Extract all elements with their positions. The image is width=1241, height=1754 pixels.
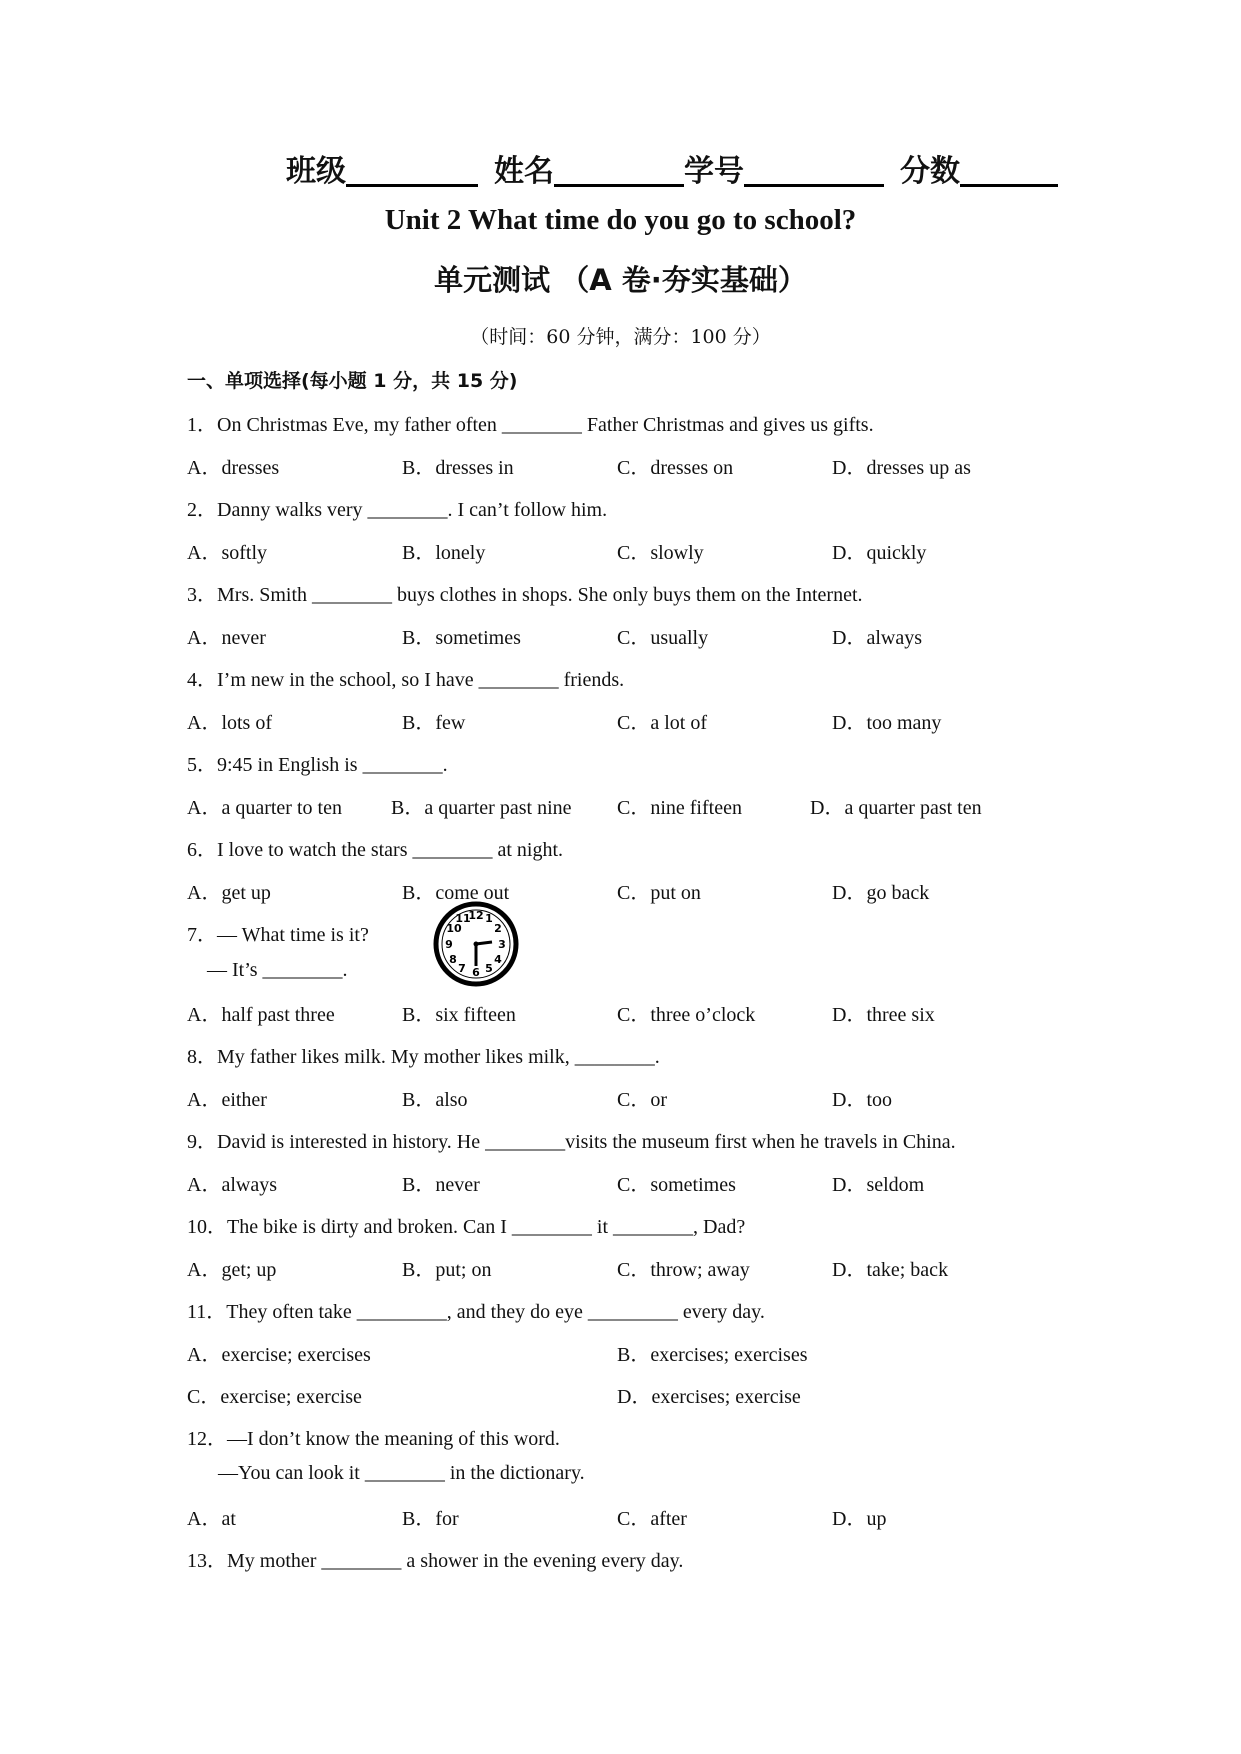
- clock-icon: [432, 900, 520, 988]
- option-a[interactable]: A．get up: [187, 882, 271, 904]
- option-b[interactable]: B．exercises; exercises: [617, 1344, 808, 1366]
- option-d[interactable]: D．dresses up as: [832, 457, 971, 479]
- question-text: Danny walks very ________. I can’t follow him.: [217, 499, 608, 521]
- unit-title: Unit 2 What time do you go to school?: [384, 204, 857, 236]
- option-b[interactable]: B．put; on: [402, 1259, 492, 1281]
- clock-numeral-4: 4: [494, 953, 502, 966]
- option-a[interactable]: A．half past three: [187, 1004, 335, 1026]
- option-d[interactable]: D．exercises; exercise: [617, 1386, 801, 1408]
- clock-numeral-8: 8: [449, 953, 457, 966]
- option-b[interactable]: B．for: [402, 1508, 459, 1530]
- question-text: — What time is it?: [217, 924, 369, 946]
- question-number: 7．: [187, 924, 217, 946]
- question-11: [187, 1295, 765, 1324]
- question-2: [187, 493, 607, 522]
- id-label: 学号: [684, 154, 744, 189]
- clock-numeral-1: 1: [485, 912, 493, 925]
- name-blank[interactable]: [554, 154, 684, 187]
- time-score-info: （时间：60 分钟，满分：100 分）: [470, 326, 771, 348]
- option-d[interactable]: D．always: [832, 627, 922, 649]
- section-heading: 一、单项选择(每小题 1 分，共 15 分): [187, 370, 518, 392]
- clock-numeral-10: 10: [446, 922, 462, 935]
- student-info-line: [286, 146, 1058, 190]
- option-b[interactable]: B．come out: [402, 882, 510, 904]
- option-a[interactable]: A．exercise; exercises: [187, 1344, 371, 1366]
- option-b[interactable]: B．dresses in: [402, 457, 514, 479]
- name-label: 姓名: [494, 154, 554, 189]
- option-b[interactable]: B．six fifteen: [402, 1004, 516, 1026]
- question-9: [187, 1125, 956, 1154]
- clock-numeral-2: 2: [494, 922, 502, 935]
- option-a[interactable]: A．never: [187, 627, 266, 649]
- question-number: 4．: [187, 669, 217, 691]
- question-text: The bike is dirty and broken. Can I ________ it ________, Dad?: [227, 1216, 746, 1238]
- option-c[interactable]: C．slowly: [617, 542, 704, 564]
- score-label: 分数: [900, 154, 960, 189]
- option-c[interactable]: C．usually: [617, 627, 709, 649]
- question-number: 1．: [187, 414, 217, 436]
- clock-numeral-7: 7: [458, 962, 466, 975]
- option-b[interactable]: B．also: [402, 1089, 468, 1111]
- option-a[interactable]: A．at: [187, 1508, 236, 1530]
- option-a[interactable]: A．dresses: [187, 457, 280, 479]
- question-text: My mother ________ a shower in the evening every day.: [227, 1550, 684, 1572]
- question-3: [187, 578, 863, 607]
- option-d[interactable]: D．take; back: [832, 1259, 949, 1281]
- option-c[interactable]: C．dresses on: [617, 457, 734, 479]
- class-blank[interactable]: [346, 154, 478, 187]
- option-a[interactable]: A．a quarter to ten: [187, 797, 342, 819]
- question-12: [187, 1422, 560, 1451]
- option-a[interactable]: A．either: [187, 1089, 267, 1111]
- question-text: —I don’t know the meaning of this word.: [227, 1428, 560, 1450]
- option-b[interactable]: B．sometimes: [402, 627, 521, 649]
- question-12-line2: —You can look it ________ in the dictionary.: [218, 1462, 585, 1484]
- option-c[interactable]: C．put on: [617, 882, 701, 904]
- question-text: David is interested in history. He ________visits the museum first when he travels in China.: [217, 1131, 956, 1153]
- question-5: [187, 748, 448, 777]
- question-number: 11．: [187, 1301, 227, 1323]
- question-6: [187, 833, 563, 862]
- clock-numeral-12: 12: [468, 909, 484, 922]
- option-c[interactable]: C．throw; away: [617, 1259, 750, 1281]
- option-c[interactable]: C．exercise; exercise: [187, 1386, 362, 1408]
- question-1: [187, 408, 874, 437]
- option-b[interactable]: B．never: [402, 1174, 480, 1196]
- clock-numeral-6: 6: [472, 966, 480, 979]
- question-number: 13．: [187, 1550, 227, 1572]
- option-d[interactable]: D．seldom: [832, 1174, 925, 1196]
- question-number: 6．: [187, 839, 217, 861]
- question-text: My father likes milk. My mother likes milk, ________.: [217, 1046, 660, 1068]
- question-text: On Christmas Eve, my father often ________ Father Christmas and gives us gifts.: [217, 414, 874, 436]
- option-c[interactable]: C．three o’clock: [617, 1004, 756, 1026]
- option-d[interactable]: D．up: [832, 1508, 887, 1530]
- option-d[interactable]: D．three six: [832, 1004, 935, 1026]
- option-d[interactable]: D．a quarter past ten: [810, 797, 982, 819]
- option-c[interactable]: C．sometimes: [617, 1174, 736, 1196]
- option-b[interactable]: B．a quarter past nine: [391, 797, 572, 819]
- question-number: 10．: [187, 1216, 227, 1238]
- option-d[interactable]: D．go back: [832, 882, 930, 904]
- question-7-line2: — It’s ________.: [207, 959, 348, 981]
- clock-numeral-5: 5: [485, 962, 493, 975]
- question-7: [187, 918, 369, 947]
- option-a[interactable]: A．softly: [187, 542, 267, 564]
- clock-numeral-9: 9: [445, 938, 453, 951]
- question-13: [187, 1544, 683, 1573]
- id-blank[interactable]: [744, 154, 884, 187]
- option-d[interactable]: D．too: [832, 1089, 892, 1111]
- option-a[interactable]: A．lots of: [187, 712, 272, 734]
- option-b[interactable]: B．few: [402, 712, 466, 734]
- score-blank[interactable]: [960, 154, 1058, 187]
- question-10: [187, 1210, 745, 1239]
- question-number: 5．: [187, 754, 217, 776]
- question-text: They often take _________, and they do eye _________ every day.: [226, 1301, 765, 1323]
- question-4: [187, 663, 624, 692]
- option-a[interactable]: A．always: [187, 1174, 277, 1196]
- test-title: 单元测试 （A 卷·夯实基础）: [434, 263, 807, 297]
- option-c[interactable]: C．or: [617, 1089, 667, 1111]
- option-d[interactable]: D．too many: [832, 712, 942, 734]
- question-number: 8．: [187, 1046, 217, 1068]
- question-number: 2．: [187, 499, 217, 521]
- question-8: [187, 1040, 660, 1069]
- option-b[interactable]: B．lonely: [402, 542, 486, 564]
- question-number: 9．: [187, 1131, 217, 1153]
- option-c[interactable]: C．after: [617, 1508, 687, 1530]
- question-number: 12．: [187, 1428, 227, 1450]
- option-c[interactable]: C．nine fifteen: [617, 797, 742, 819]
- question-text: 9:45 in English is ________.: [217, 754, 448, 776]
- option-a[interactable]: A．get; up: [187, 1259, 277, 1281]
- option-c[interactable]: C．a lot of: [617, 712, 707, 734]
- clock-numeral-3: 3: [498, 938, 506, 951]
- question-text: Mrs. Smith ________ buys clothes in shops. She only buys them on the Internet.: [217, 584, 863, 606]
- question-text: I’m new in the school, so I have ________ friends.: [217, 669, 625, 691]
- class-label: 班级: [286, 154, 346, 189]
- clock-numeral-11: 11: [455, 912, 471, 925]
- option-d[interactable]: D．quickly: [832, 542, 927, 564]
- question-text: I love to watch the stars ________ at night.: [217, 839, 564, 861]
- question-number: 3．: [187, 584, 217, 606]
